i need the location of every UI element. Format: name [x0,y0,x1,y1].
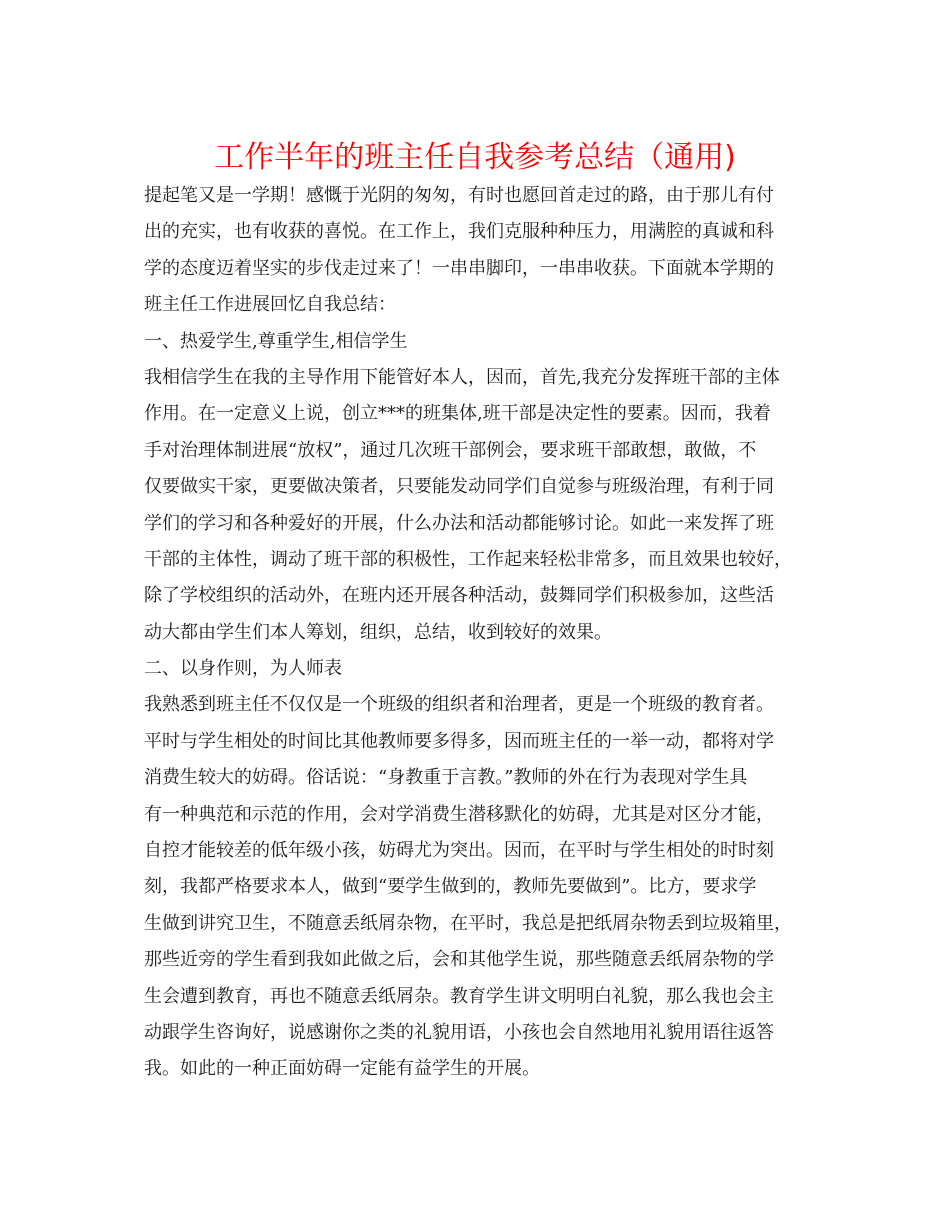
document-title: 工作半年的班主任自我参考总结（通用) [214,140,736,175]
body-line: 我相信学生在我的主导作用下能管好本人，因而，首先,我充分发挥班干部的主体 [144,366,780,388]
body-line: 学的态度迈着坚实的步伐走过来了！一串串脚印，一串串收获。下面就本学期的 [144,257,774,279]
body-line: 手对治理体制进展“放权”，通过几次班干部例会，要求班干部敢想，敢做，不 [144,439,757,461]
body-line: 我熟悉到班主任不仅仅是一个班级的组织者和治理者，更是一个班级的教育者。 [144,694,774,716]
body-line: 消费生较大的妨碍。俗话说：“身教重于言教。”教师的外在行为表现对学生具 [144,767,748,789]
body-line: 刻，我都严格要求本人，做到“要学生做到的，教师先要做到”。比方，要求学 [144,876,757,898]
body-line: 我。如此的一种正面妨碍一定能有益学生的开展。 [144,1058,540,1080]
section-heading: 一、热爱学生,尊重学生,相信学生 [144,330,408,352]
body-line: 自控才能较差的低年级小孩，妨碍尤为突出。因而，在平时与学生相处的时时刻 [144,840,774,862]
body-line: 干部的主体性，调动了班干部的积极性，工作起来轻松非常多，而且效果也较好， [144,548,792,570]
body-line: 动大都由学生们本人筹划，组织，总结，收到较好的效果。 [144,621,612,643]
document-body [144,178,814,1088]
body-line: 班主任工作进展回忆自我总结： [144,294,396,316]
body-line: 作用。在一定意义上说，创立***的班集体,班干部是决定性的要素。因而，我着 [144,403,771,425]
body-line: 学们的学习和各种爱好的开展，什么办法和活动都能够讨论。如此一来发挥了班 [144,512,774,534]
body-line: 那些近旁的学生看到我如此做之后，会和其他学生说，那些随意丢纸屑杂物的学 [144,949,774,971]
body-line: 出的充实，也有收获的喜悦。在工作上，我们克服种种压力，用满腔的真诚和科 [144,221,774,243]
body-line: 有一种典范和示范的作用，会对学消费生潜移默化的妨碍，尤其是对区分才能， [144,803,774,825]
body-line: 提起笔又是一学期！感慨于光阴的匆匆，有时也愿回首走过的路，由于那儿有付 [144,185,774,206]
body-line: 生会遭到教育，再也不随意丢纸屑杂。教育学生讲文明明白礼貌，那么我也会主 [144,985,774,1007]
section-heading: 二、以身作则，为人师表 [144,658,342,680]
body-line: 仅要做实干家，更要做决策者，只要能发动同学们自觉参与班级治理，有利于同 [144,476,774,498]
body-line: 生做到讲究卫生，不随意丢纸屑杂物，在平时，我总是把纸屑杂物丢到垃圾箱里， [144,912,792,934]
body-line: 平时与学生相处的时间比其他教师要多得多，因而班主任的一举一动，都将对学 [144,730,774,752]
body-line: 除了学校组织的活动外，在班内还开展各种活动，鼓舞同学们积极参加，这些活 [144,585,774,607]
body-line: 动跟学生咨询好，说感谢你之类的礼貌用语，小孩也会自然地用礼貌用语往返答 [144,1021,774,1043]
